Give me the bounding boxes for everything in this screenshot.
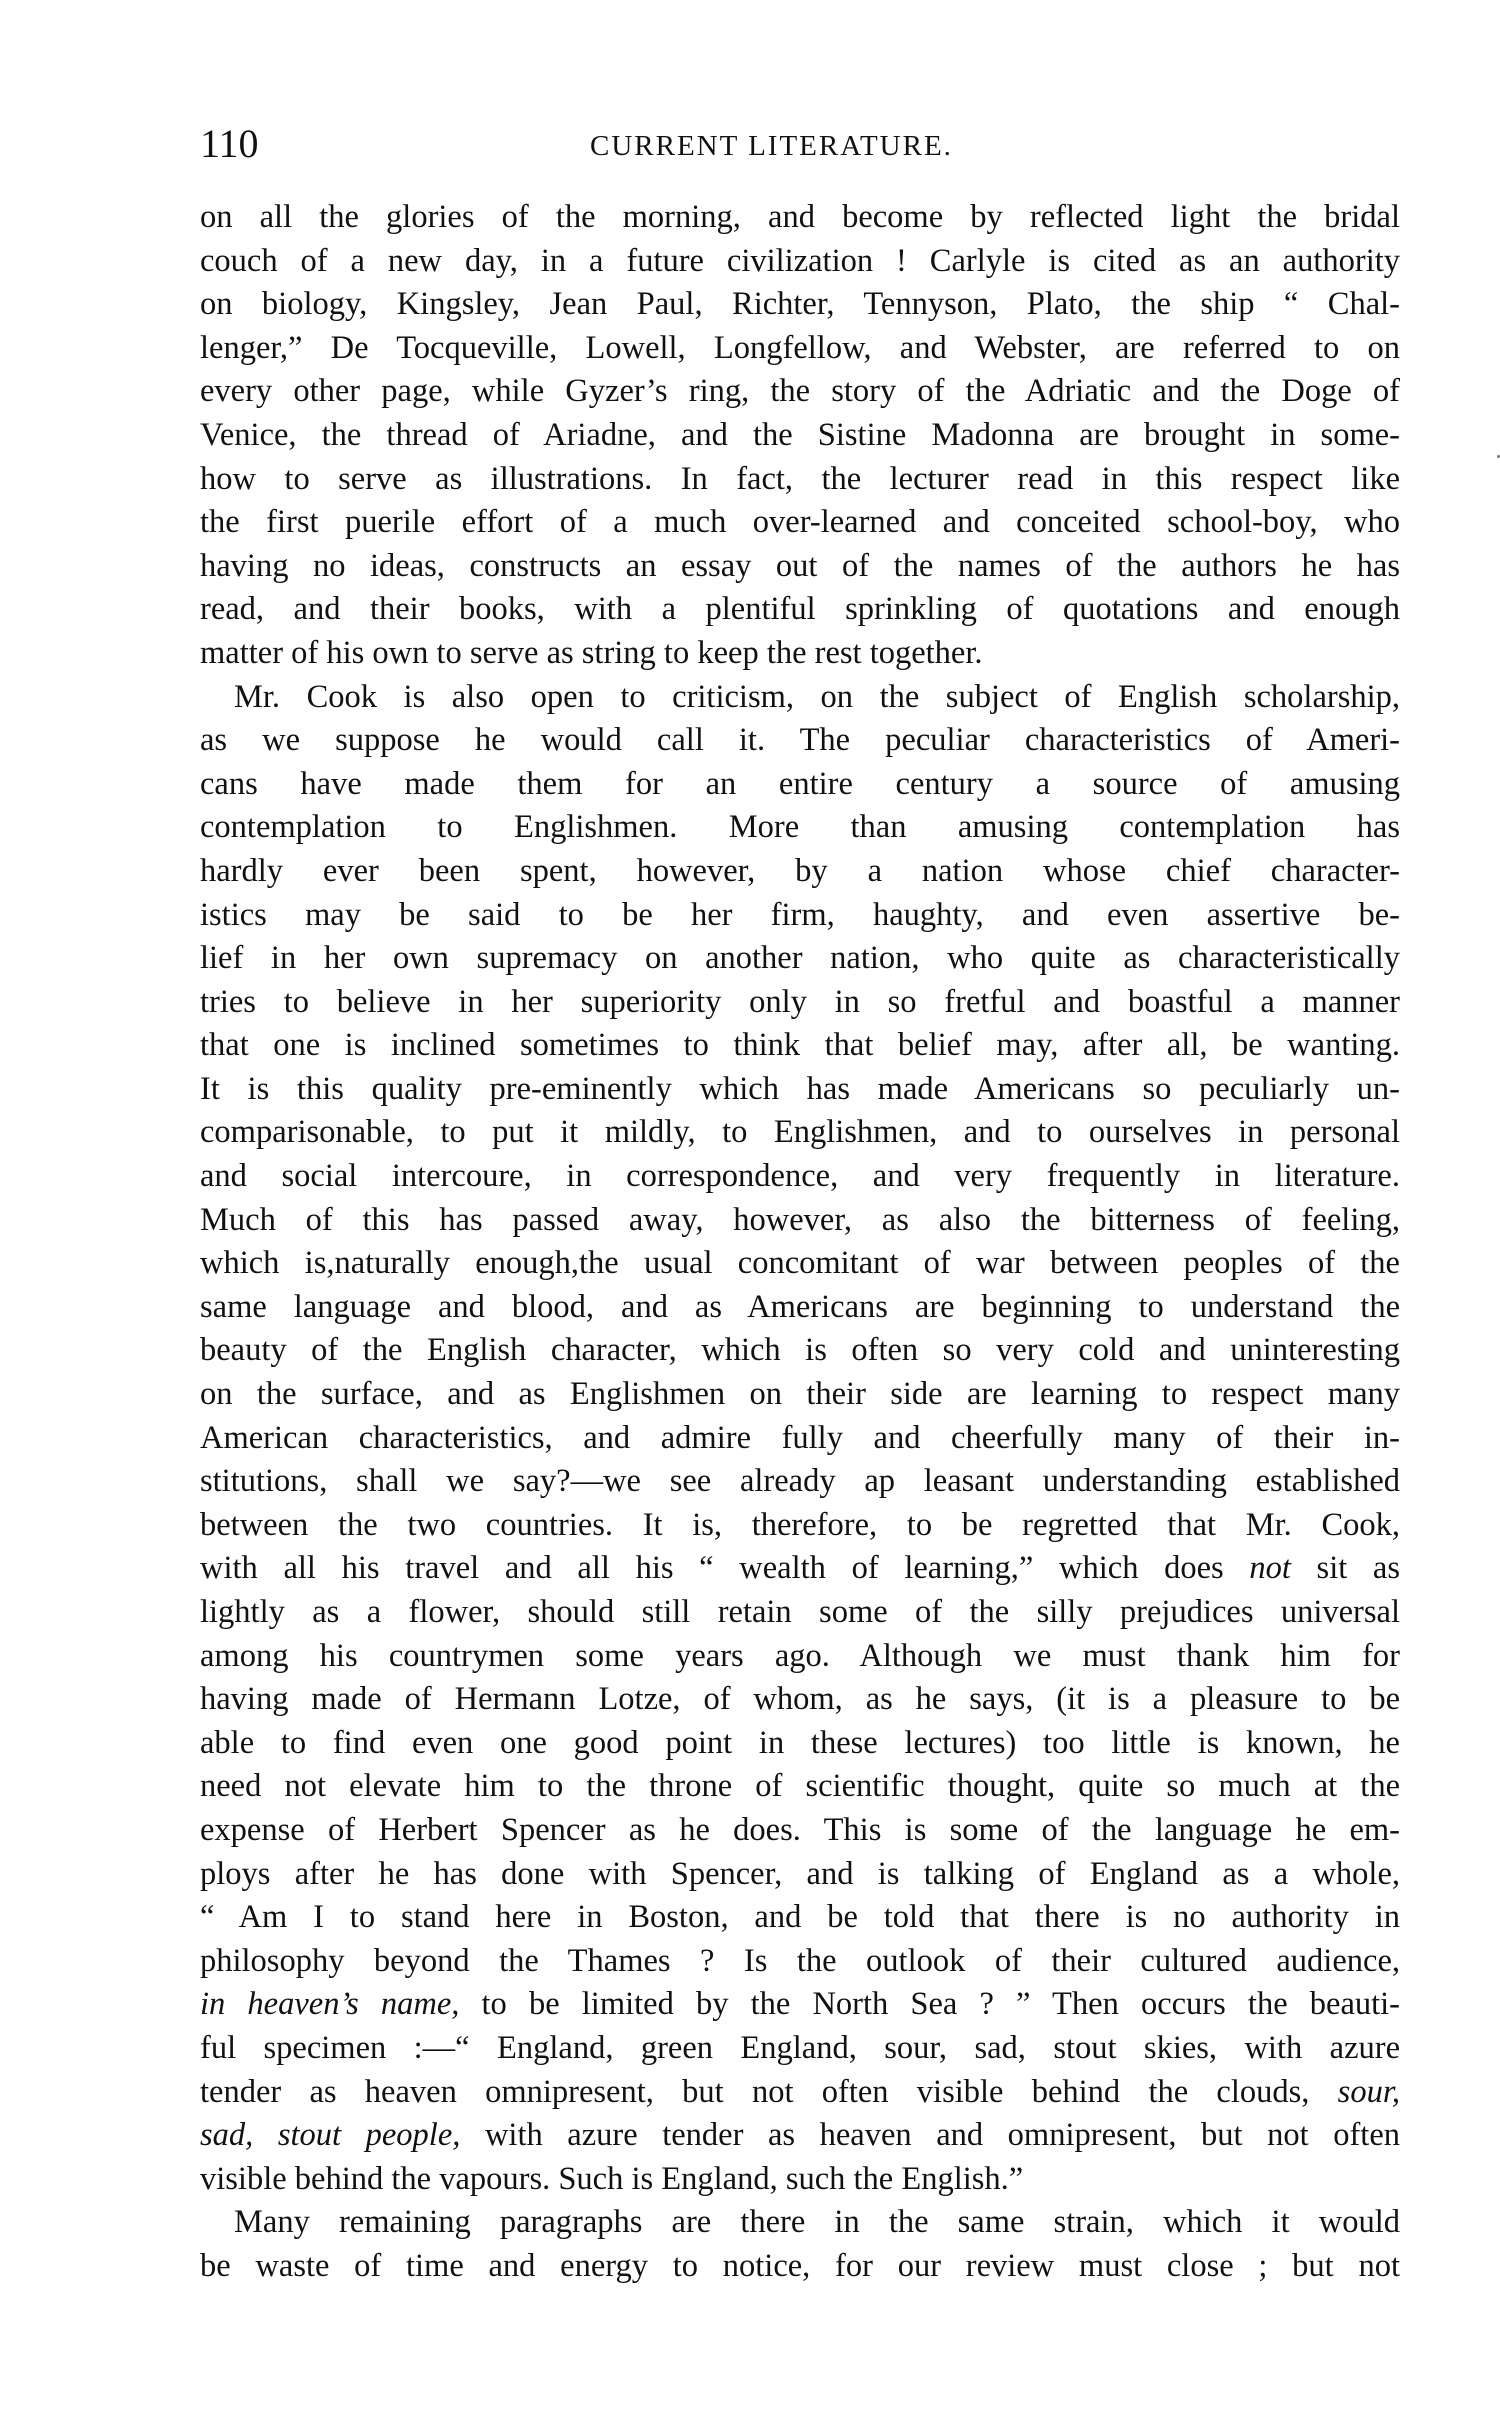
text-line: the first puerile effort of a much over-learned and conceited school-boy, who xyxy=(200,504,1400,541)
text-line: with all his travel and all his “ wealth of learning,” which does not sit as xyxy=(200,1550,1401,1587)
text-line: American characteristics, and admire fully and cheerfully many of their in- xyxy=(200,1419,1400,1456)
body-text xyxy=(200,196,1400,2289)
text-line: every other page, while Gyzer’s ring, the story of the Adriatic and the Doge of xyxy=(200,373,1400,410)
text-line: “ Am I to stand here in Boston, and be told that there is no authority in xyxy=(200,1899,1400,1936)
emphasis: not xyxy=(1249,1550,1291,1587)
running-header xyxy=(200,120,1400,174)
text-line: sad, stout people, with azure tender as heaven and omnipresent, but not often xyxy=(200,2117,1400,2154)
text-line: lightly as a flower, should still retain some of the silly prejudices universal xyxy=(200,1594,1400,1630)
text-line: istics may be said to be her firm, haughty, and even assertive be- xyxy=(200,896,1400,933)
text-line: need not elevate him to the throne of scientific thought, quite so much at the xyxy=(200,1768,1400,1805)
text-line: contemplation to Englishmen. More than amusing contemplation has xyxy=(200,809,1400,846)
emphasis: sad, stout people, xyxy=(200,2117,461,2154)
text-line: on biology, Kingsley, Jean Paul, Richter, Tennyson, Plato, the ship “ Chal- xyxy=(200,286,1400,323)
paragraph xyxy=(200,2201,1400,2288)
page-number: 110 xyxy=(200,121,259,166)
text-line: Much of this has passed away, however, as also the bitterness of feeling, xyxy=(200,1201,1400,1238)
text-line: Mr. Cook is also open to criticism, on the subject of English scholarship, xyxy=(234,678,1400,715)
text-line: comparisonable, to put it mildly, to Englishmen, and to ourselves in personal xyxy=(200,1114,1400,1151)
text-line: lenger,” De Tocqueville, Lowell, Longfellow, and Webster, are referred to on xyxy=(200,329,1400,366)
text-line: among his countrymen some years ago. Although we must thank him for xyxy=(200,1637,1400,1674)
text-line: read, and their books, with a plentiful sprinkling of quotations and enough xyxy=(200,591,1400,628)
text-line: able to find even one good point in these lectures) too little is known, he xyxy=(200,1724,1400,1761)
text-line: visible behind the vapours. Such is England, such the English.” xyxy=(200,2160,1024,2197)
text-line: matter of his own to serve as string to keep the rest together. xyxy=(200,634,983,671)
text-line: philosophy beyond the Thames ? Is the outlook of their cultured audience, xyxy=(200,1942,1400,1979)
text-line: expense of Herbert Spencer as he does. This is some of the language he em- xyxy=(200,1811,1400,1848)
text-line: It is this quality pre-eminently which has made Americans so peculiarly un- xyxy=(200,1070,1400,1107)
text-line: cans have made them for an entire century a source of amusing xyxy=(200,765,1400,802)
text-line: stitutions, shall we say?—we see already ap leasant understanding established xyxy=(200,1463,1400,1500)
text-line: ploys after he has done with Spencer, and is talking of England as a whole, xyxy=(200,1855,1400,1892)
text-line: which is,naturally enough,the usual concomitant of war between peoples of the xyxy=(200,1245,1400,1282)
paragraph xyxy=(200,196,1400,676)
text-line: tries to believe in her superiority only in so fretful and boastful a manner xyxy=(200,983,1400,1020)
running-title: CURRENT LITERATURE. xyxy=(590,130,953,162)
text-line: having made of Hermann Lotze, of whom, as he says, (it is a pleasure to be xyxy=(200,1681,1400,1718)
book-page xyxy=(200,120,1400,2289)
text-line: that one is inclined sometimes to think that belief may, after all, be wanting. xyxy=(200,1027,1400,1064)
text-line: as we suppose he would call it. The peculiar characteristics of Ameri- xyxy=(200,722,1400,759)
text-line: couch of a new day, in a future civilization ! Carlyle is cited as an authority xyxy=(200,242,1400,279)
text-line: be waste of time and energy to notice, for our review must close ; but not xyxy=(200,2247,1400,2284)
emphasis: in heaven’s name, xyxy=(200,1986,460,2023)
emphasis: sour, xyxy=(1337,2073,1400,2110)
text-line: how to serve as illustrations. In fact, the lecturer read in this respect like xyxy=(200,460,1400,497)
text-line: beauty of the English character, which is often so very cold and uninteresting xyxy=(200,1332,1400,1369)
text-line: on the surface, and as Englishmen on their side are learning to respect many xyxy=(200,1376,1400,1413)
text-line: in heaven’s name, to be limited by the North Sea ? ” Then occurs the beauti- xyxy=(200,1986,1400,2023)
text-line: and social intercoure, in correspondence, and very frequently in literature. xyxy=(200,1158,1400,1195)
text-line: tender as heaven omnipresent, but not often visible behind the clouds, sour, xyxy=(200,2073,1400,2110)
text-line: hardly ever been spent, however, by a nation whose chief character- xyxy=(200,852,1400,889)
text-line: Venice, the thread of Ariadne, and the Sistine Madonna are brought in some- xyxy=(200,416,1400,453)
paragraph xyxy=(200,676,1400,2202)
text-line: Many remaining paragraphs are there in the same strain, which it would xyxy=(234,2204,1400,2241)
text-line: same language and blood, and as Americans are beginning to understand the xyxy=(200,1288,1400,1325)
text-line: on all the glories of the morning, and become by reflected light the bridal xyxy=(200,199,1400,235)
text-line: lief in her own supremacy on another nation, who quite as characteristically xyxy=(200,940,1400,977)
text-line: having no ideas, constructs an essay out of the names of the authors he has xyxy=(200,547,1400,584)
text-line: ful specimen :—“ England, green England, sour, sad, stout skies, with azure xyxy=(200,2029,1400,2066)
text-line: between the two countries. It is, therefore, to be regretted that Mr. Cook, xyxy=(200,1506,1400,1543)
